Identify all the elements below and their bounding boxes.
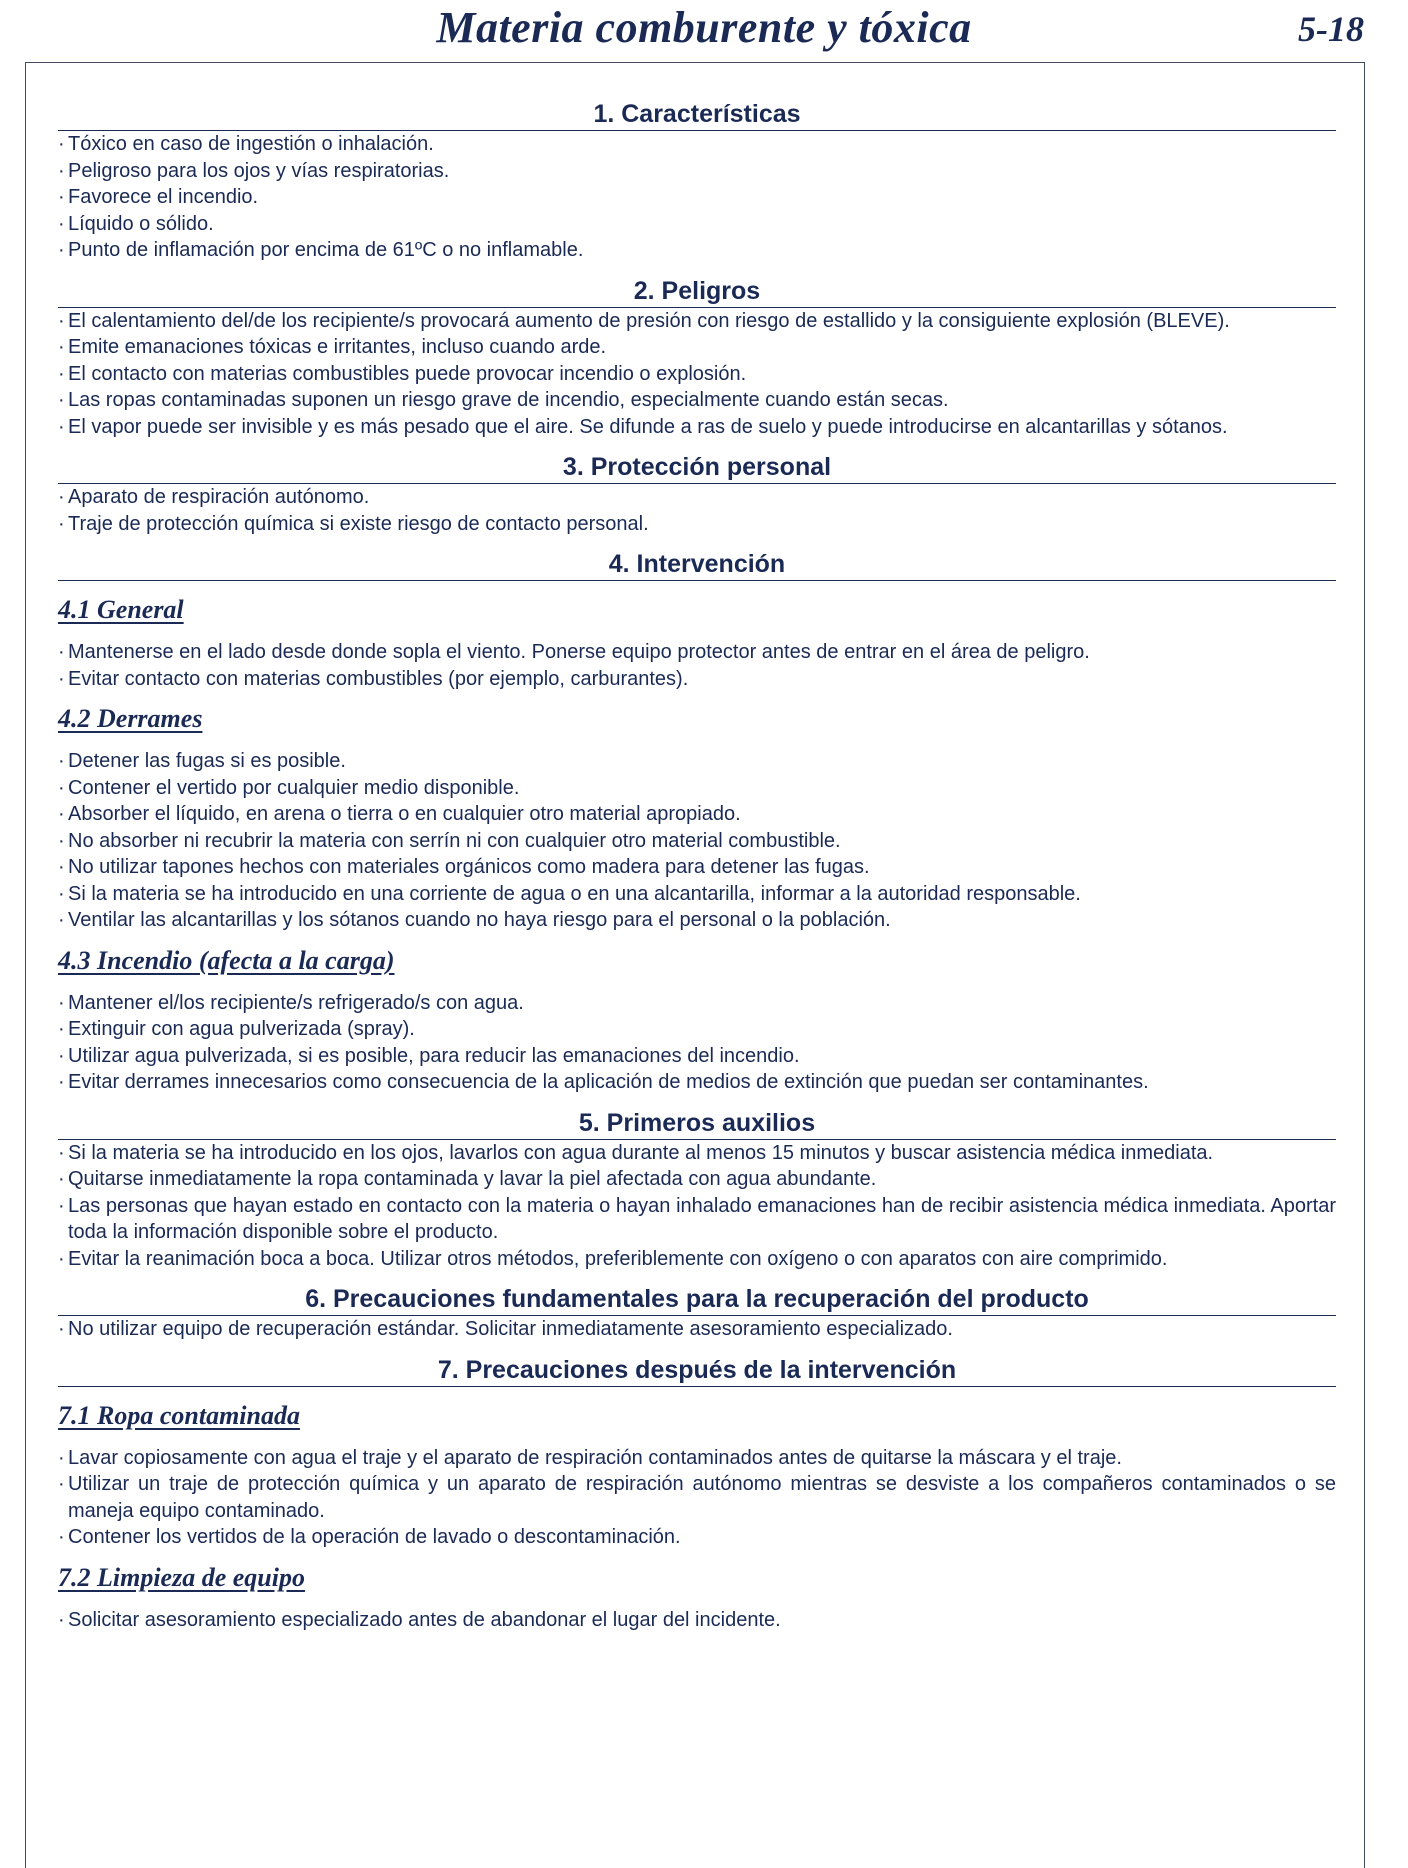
list-item [58,308,1336,335]
list-item-text: Absorber el líquido, en arena o tierra o en cualquier otro material apropiado. [68,803,741,825]
list-item [58,1193,1336,1246]
bullet-dot: · [58,336,65,358]
bullet-dot: · [58,750,65,772]
bullet-dot: · [58,856,65,878]
list-item [58,748,1336,775]
bullet-list [58,131,1336,264]
list-item [58,334,1336,361]
section-heading: 7. Precauciones después de la intervención [58,1355,1336,1387]
bullet-dot: · [58,1473,65,1495]
list-item [58,775,1336,802]
list-item [58,639,1336,666]
list-item-text: Si la materia se ha introducido en una corriente de agua o en una alcantarilla, informar a la autoridad responsable. [68,882,1081,905]
bullet-dot: · [58,641,65,663]
section-hazards [58,276,1336,441]
bullet-dot: · [58,829,65,852]
bullet-list [58,1445,1336,1551]
document-title: Materia comburente y tóxica [436,3,972,52]
section-product-recovery [58,1284,1336,1343]
bullet-dot: · [58,133,65,155]
list-item-text: No utilizar equipo de recuperación estándar. Solicitar inmediatamente asesoramiento especializado. [68,1318,953,1340]
list-item-text: Líquido o sólido. [68,212,214,235]
list-item [58,854,1336,881]
list-item-text: Mantenerse en el lado desde donde sopla el viento. Ponerse equipo protector antes de entrar en el área de peligro. [68,641,1090,663]
bullet-dot: · [58,1071,65,1093]
bullet-dot: · [58,882,65,905]
page-number: 5-18 [1298,9,1364,49]
list-item-text: Contener los vertidos de la operación de lavado o descontaminación. [68,1526,681,1548]
bullet-list [58,639,1336,692]
list-item [58,666,1336,693]
list-item-text: El vapor puede ser invisible y es más pesado que el aire. Se difunde a ras de suelo y puede introducirse en alcantarillas y sótanos. [68,415,1228,438]
list-item [58,158,1336,185]
list-item [58,990,1336,1017]
bullet-list [58,748,1336,934]
bullet-dot: · [58,991,65,1014]
subsection-heading-equipment-cleaning: 7.2 Limpieza de equipo [58,1562,305,1592]
section-characteristics [58,99,1336,264]
section-first-aid [58,1108,1336,1273]
list-item [58,1471,1336,1524]
bullet-list [58,990,1336,1096]
bullet-dot: · [58,1194,65,1217]
bullet-list [58,484,1336,537]
list-item [58,414,1336,441]
bullet-dot: · [58,1446,65,1469]
list-item [58,907,1336,934]
list-item [58,1246,1336,1273]
bullet-dot: · [58,239,65,261]
bullet-dot: · [58,1044,65,1067]
list-item-text: Traje de protección química si existe riesgo de contacto personal. [68,512,649,535]
bullet-list [58,308,1336,441]
list-item-text: Quitarse inmediatamente la ropa contaminada y lavar la piel afectada con agua abundante. [68,1168,877,1190]
list-item [58,1166,1336,1193]
section-heading: 3. Protección personal [58,452,1336,484]
bullet-dot: · [58,512,65,535]
list-item [58,1316,1336,1343]
bullet-dot: · [58,309,65,332]
list-item-text: Tóxico en caso de ingestión o inhalación. [68,133,434,155]
bullet-dot: · [58,1318,65,1340]
bullet-dot: · [58,415,65,438]
section-post-intervention [58,1355,1336,1634]
list-item-text: Utilizar agua pulverizada, si es posible, para reducir las emanaciones del incendio. [68,1044,800,1067]
list-item-text: Evitar contacto con materias combustibles (por ejemplo, carburantes). [68,667,689,690]
bullet-dot: · [58,389,65,411]
section-intervention [58,549,1336,1096]
bullet-dot: · [58,1141,65,1164]
list-item-text: Favorece el incendio. [68,186,259,208]
list-item-text: Evitar derrames innecesarios como consecuencia de la aplicación de medios de extinción que puedan ser contaminantes. [68,1071,1149,1093]
list-item [58,1043,1336,1070]
list-item-text: Las ropas contaminadas suponen un riesgo grave de incendio, especialmente cuando están secas. [68,389,949,411]
bullet-dot: · [58,362,65,385]
section-heading: 1. Características [58,99,1336,131]
list-item-text: Punto de inflamación por encima de 61ºC o no inflamable. [68,239,584,261]
list-item-text: Utilizar un traje de protección química y un aparato de respiración autónomo mientras se desviste a los compañeros contaminados o se maneja equipo contaminado. [68,1473,1336,1522]
list-item-text: Aparato de respiración autónomo. [68,486,370,508]
list-item-text: Detener las fugas si es posible. [68,750,346,772]
list-item [58,801,1336,828]
list-item [58,828,1336,855]
list-item-text: Solicitar asesoramiento especializado antes de abandonar el lugar del incidente. [68,1608,781,1631]
bullet-dot: · [58,159,65,182]
bullet-dot: · [58,776,65,799]
bullet-dot: · [58,909,65,931]
content-frame [25,62,1365,1868]
list-item [58,1524,1336,1551]
list-item [58,511,1336,538]
list-item [58,211,1336,238]
list-item [58,184,1336,211]
list-item-text: Lavar copiosamente con agua el traje y el aparato de respiración contaminados antes de quitarse la máscara y el traje. [68,1446,1122,1469]
bullet-dot: · [58,1247,65,1270]
bullet-list [58,1140,1336,1273]
bullet-list [58,1316,1336,1343]
content [58,99,1336,1633]
bullet-dot: · [58,1608,65,1631]
subsection-heading-fire: 4.3 Incendio (afecta a la carga) [58,945,395,975]
list-item-text: Mantener el/los recipiente/s refrigerado/s con agua. [68,991,524,1014]
list-item [58,361,1336,388]
section-heading: 4. Intervención [58,549,1336,581]
list-item [58,237,1336,264]
list-item-text: El contacto con materias combustibles puede provocar incendio o explosión. [68,362,747,385]
bullet-list [58,1607,1336,1634]
list-item-text: Si la materia se ha introducido en los ojos, lavarlos con agua durante al menos 15 minutos y buscar asistencia médica inmediata. [68,1141,1214,1164]
bullet-dot: · [58,1168,65,1190]
page-header [0,0,1408,62]
subsection-heading-general: 4.1 General [58,595,184,624]
list-item-text: Ventilar las alcantarillas y los sótanos cuando no haya riesgo para el personal o la población. [68,909,891,931]
list-item-text: No absorber ni recubrir la materia con serrín ni con cualquier otro material combustible. [68,829,841,852]
bullet-dot: · [58,803,65,825]
list-item-text: No utilizar tapones hechos con materiales orgánicos como madera para detener las fugas. [68,856,870,878]
list-item [58,484,1336,511]
section-heading: 2. Peligros [58,276,1336,308]
section-heading: 6. Precauciones fundamentales para la recuperación del producto [58,1284,1336,1316]
bullet-dot: · [58,1018,65,1040]
bullet-dot: · [58,486,65,508]
list-item-text: Emite emanaciones tóxicas e irritantes, incluso cuando arde. [68,336,607,358]
list-item-text: Las personas que hayan estado en contacto con la materia o hayan inhalado emanaciones han de recibir asistencia médica inmediata. Aportar toda la información disponible sobre el producto. [68,1194,1336,1243]
list-item [58,1016,1336,1043]
subsection-heading-spills: 4.2 Derrames [58,704,203,733]
list-item-text: El calentamiento del/de los recipiente/s provocará aumento de presión con riesgo de estallido y la consiguiente explosión (BLEVE). [68,309,1230,332]
list-item [58,881,1336,908]
section-heading: 5. Primeros auxilios [58,1108,1336,1140]
list-item [58,387,1336,414]
list-item [58,131,1336,158]
list-item-text: Evitar la reanimación boca a boca. Utilizar otros métodos, preferiblemente con oxígeno o con aparatos con aire comprimido. [68,1247,1168,1270]
bullet-dot: · [58,1526,65,1548]
list-item-text: Contener el vertido por cualquier medio disponible. [68,776,520,799]
bullet-dot: · [58,186,65,208]
subsection-heading-contaminated-clothing: 7.1 Ropa contaminada [58,1400,300,1430]
list-item-text: Extinguir con agua pulverizada (spray). [68,1018,415,1040]
list-item [58,1069,1336,1096]
list-item [58,1445,1336,1472]
list-item [58,1140,1336,1167]
section-personal-protection [58,452,1336,537]
bullet-dot: · [58,667,65,690]
list-item [58,1607,1336,1634]
bullet-dot: · [58,212,65,235]
list-item-text: Peligroso para los ojos y vías respiratorias. [68,159,450,182]
